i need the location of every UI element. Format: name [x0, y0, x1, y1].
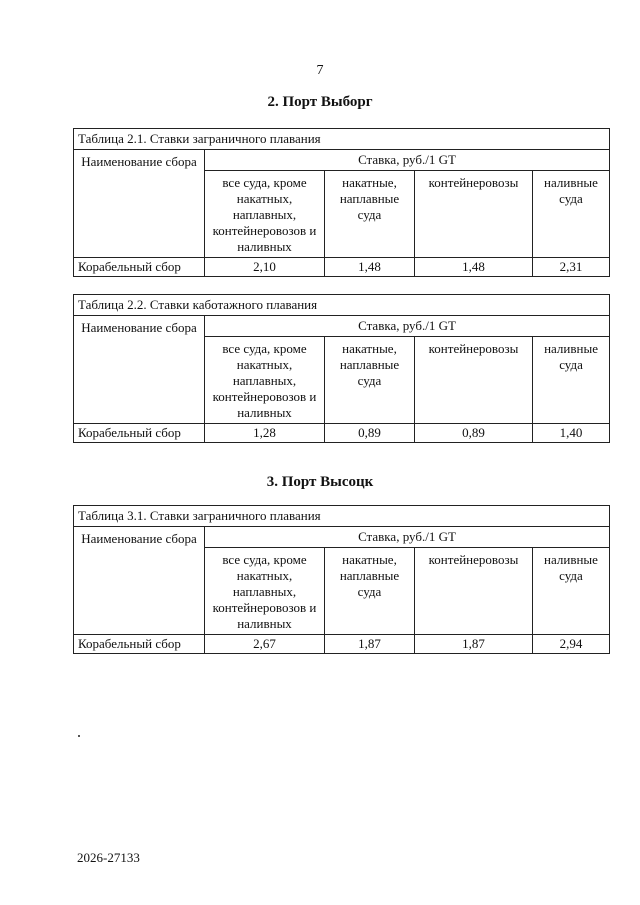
table-row: [74, 635, 610, 654]
rate-value: 1,48: [325, 258, 415, 277]
section-heading-vysotsk: 3. Порт Высоцк: [266, 474, 374, 490]
rate-value: 2,10: [205, 258, 325, 277]
column-header-tanker: наливные суда: [533, 548, 610, 635]
rate-value: 0,89: [325, 424, 415, 443]
page-number: 7: [316, 63, 324, 78]
column-header-roro-float: накатные, наплавные суда: [325, 171, 415, 258]
column-header-all-vessels: все суда, кроме накатных, наплавных, контейнеровозов и наливных: [205, 548, 325, 635]
rate-value: 1,87: [415, 635, 533, 654]
column-header-roro-float: накатные, наплавные суда: [325, 337, 415, 424]
section-heading-vyborg: 2. Порт Выборг: [267, 94, 373, 110]
table-caption: Таблица 3.1. Ставки заграничного плавания: [74, 506, 610, 527]
column-header-roro-float: накатные, наплавные суда: [325, 548, 415, 635]
column-header-all-vessels: все суда, кроме накатных, наплавных, контейнеровозов и наливных: [205, 337, 325, 424]
stray-mark: [78, 735, 80, 737]
column-header-tanker: наливные суда: [533, 171, 610, 258]
table-row: [74, 258, 610, 277]
table-caption: Таблица 2.2. Ставки каботажного плавания: [74, 295, 610, 316]
fee-name-header: Наименование сбора: [74, 316, 205, 424]
rate-value: 1,48: [415, 258, 533, 277]
column-header-container: контейнеровозы: [415, 548, 533, 635]
row-label: Корабельный сбор: [74, 424, 205, 443]
rate-header: Ставка, руб./1 GT: [205, 527, 610, 548]
row-label: Корабельный сбор: [74, 258, 205, 277]
rate-value: 0,89: [415, 424, 533, 443]
rate-value: 2,67: [205, 635, 325, 654]
rate-header: Ставка, руб./1 GT: [205, 150, 610, 171]
rate-value: 2,94: [533, 635, 610, 654]
column-header-tanker: наливные суда: [533, 337, 610, 424]
rates-table-2-1: [73, 128, 610, 277]
rates-table-2-2: [73, 294, 610, 443]
column-header-container: контейнеровозы: [415, 337, 533, 424]
table-row: [74, 424, 610, 443]
rate-header: Ставка, руб./1 GT: [205, 316, 610, 337]
fee-name-header: Наименование сбора: [74, 150, 205, 258]
table-caption: Таблица 2.1. Ставки заграничного плавания: [74, 129, 610, 150]
rate-value: 1,87: [325, 635, 415, 654]
column-header-all-vessels: все суда, кроме накатных, наплавных, контейнеровозов и наливных: [205, 171, 325, 258]
rates-table-3-1: [73, 505, 610, 654]
column-header-container: контейнеровозы: [415, 171, 533, 258]
rate-value: 2,31: [533, 258, 610, 277]
document-number: 2026-27133: [77, 850, 140, 865]
rate-value: 1,40: [533, 424, 610, 443]
row-label: Корабельный сбор: [74, 635, 205, 654]
fee-name-header: Наименование сбора: [74, 527, 205, 635]
rate-value: 1,28: [205, 424, 325, 443]
